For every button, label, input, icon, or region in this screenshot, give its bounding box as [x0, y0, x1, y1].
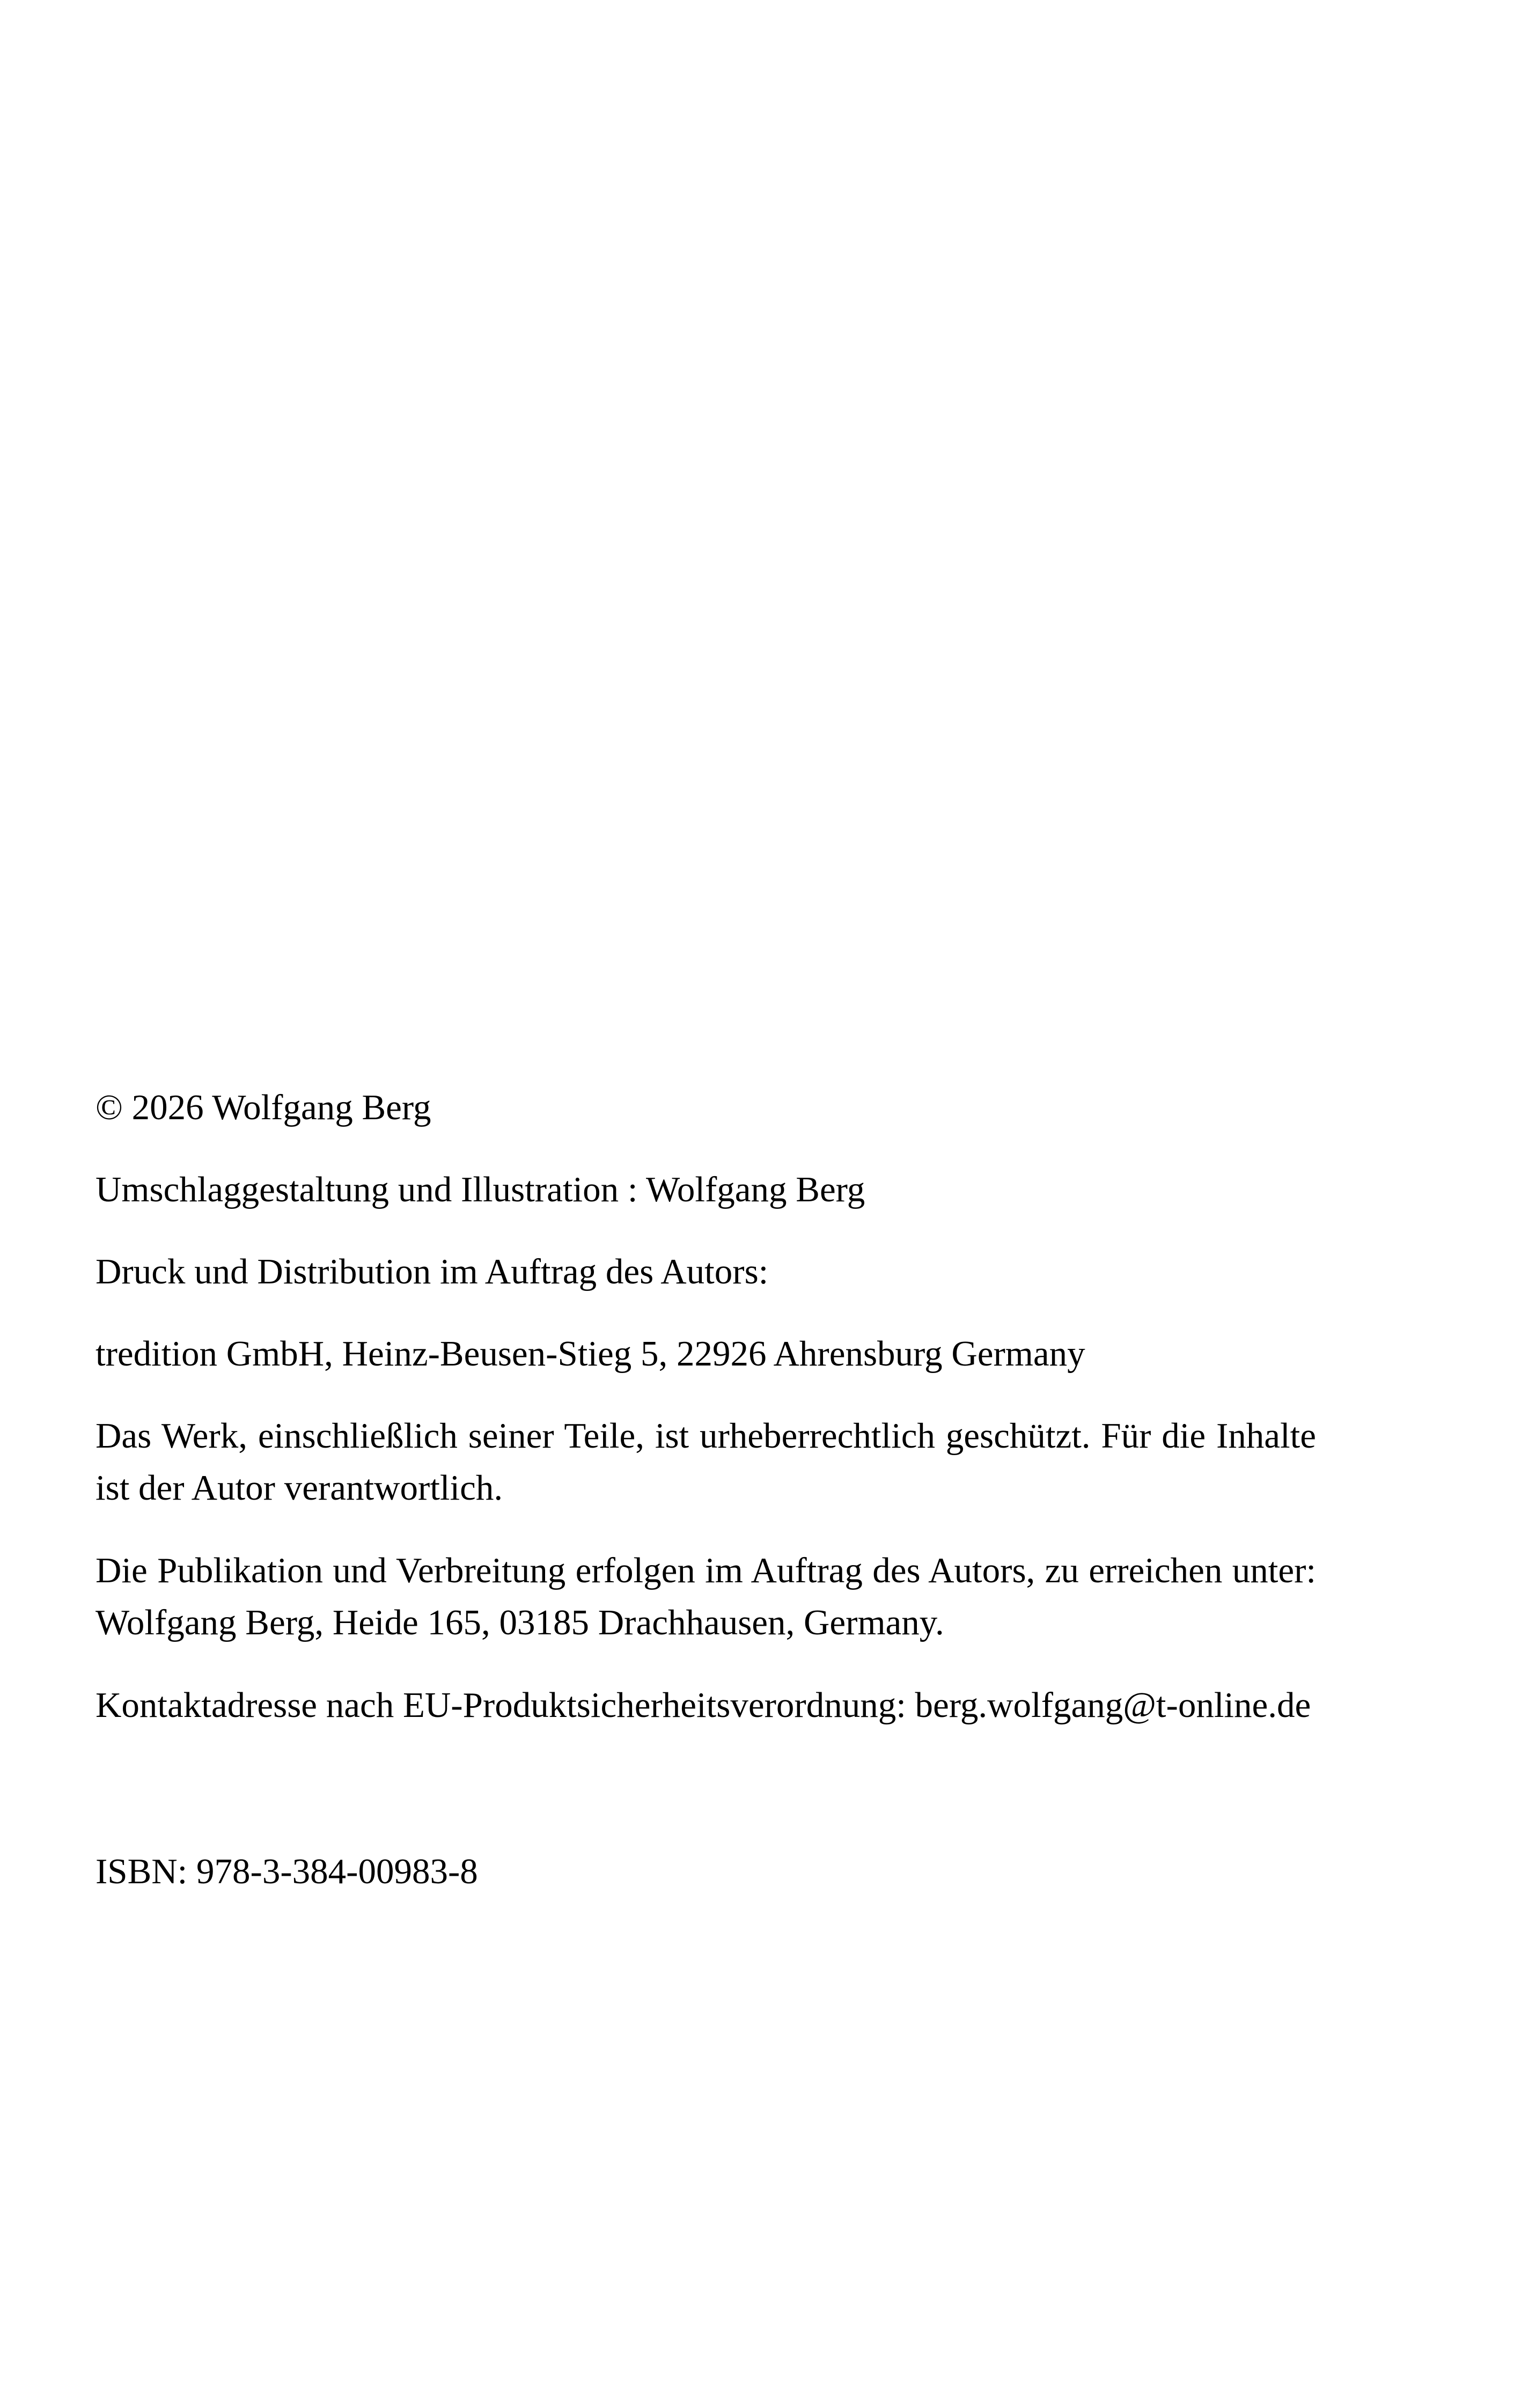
publication-notice [95, 1545, 1316, 1649]
publication-notice-line-1: Die Publikation und Verbreitung erfolgen im Auftrag des Autors, zu erreichen unter: [95, 1551, 1316, 1590]
copyright-notice [95, 1410, 1316, 1514]
contact-address: Kontaktadresse nach EU-Produktsicherheitsverordnung: berg.wolfgang@t-online.de [95, 1685, 1311, 1725]
copyright-notice-line-1: Das Werk, einschließlich seiner Teile, ist urheberrechtlich geschützt. Für die Inhalte [95, 1416, 1316, 1456]
print-distribution-line: Druck und Distribution im Auftrag des Autors: [95, 1252, 769, 1291]
copyright-line: © 2026 Wolfgang Berg [95, 1088, 431, 1127]
publisher-address: tredition GmbH, Heinz-Beusen-Stieg 5, 22926 Ahrensburg Germany [95, 1334, 1085, 1374]
isbn: ISBN: 978-3-384-00983-8 [95, 1852, 478, 1891]
cover-design-credit: Umschlaggestaltung und Illustration : Wolfgang Berg [95, 1170, 865, 1209]
copyright-notice-line-2: ist der Autor verantwortlich. [95, 1468, 503, 1508]
publication-notice-line-2: Wolfgang Berg, Heide 165, 03185 Drachhausen, Germany. [95, 1603, 944, 1642]
